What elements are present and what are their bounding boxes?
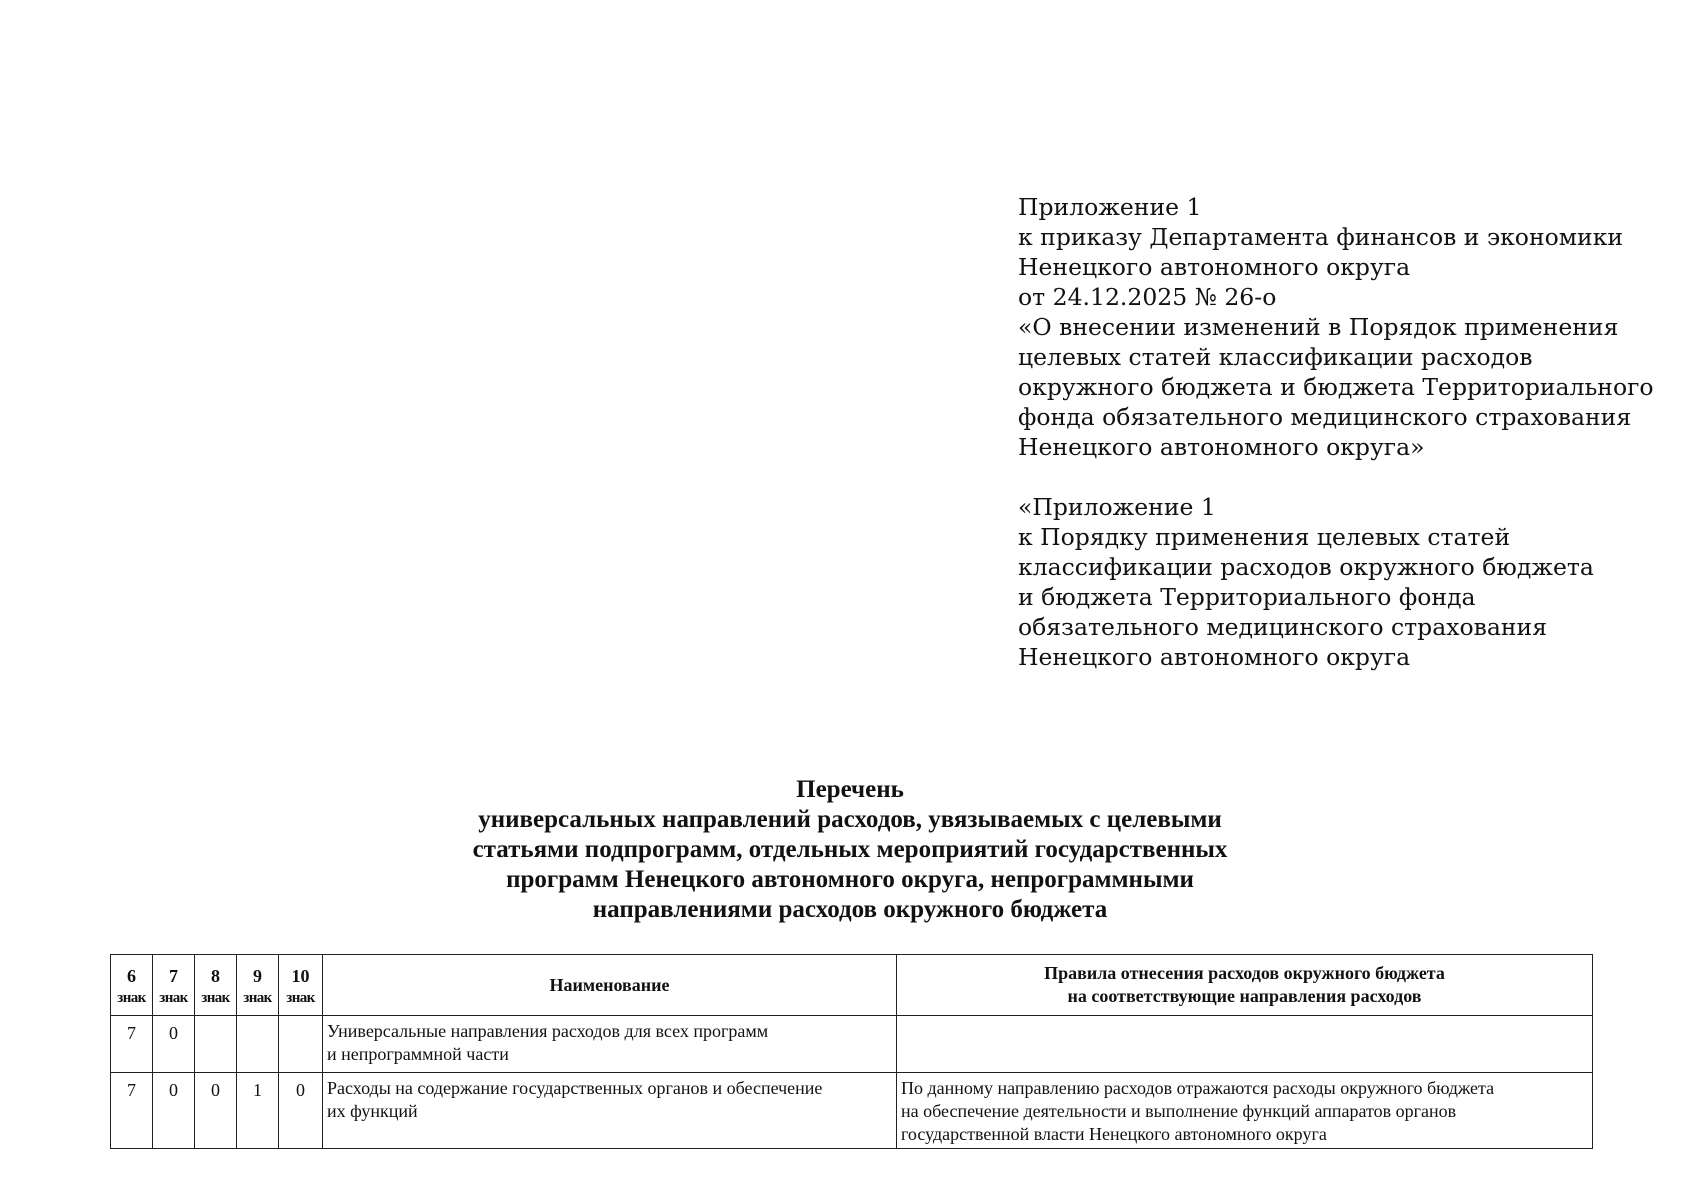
digit-cell bbox=[237, 1016, 279, 1073]
digit-cell: 0 bbox=[153, 1016, 195, 1073]
header-digit-number: 6 bbox=[127, 966, 136, 986]
digit-cell: 0 bbox=[279, 1073, 323, 1149]
header-rules-line: Правила отнесения расходов окружного бюджета bbox=[1044, 963, 1445, 983]
digit-cell: 7 bbox=[111, 1016, 153, 1073]
table-row bbox=[111, 1016, 1593, 1073]
rules-cell bbox=[897, 1016, 1593, 1073]
table-row bbox=[111, 1073, 1593, 1149]
rules-line: По данному направлению расходов отражаются расходы окружного бюджета bbox=[901, 1078, 1495, 1098]
digit-cell: 1 bbox=[237, 1073, 279, 1149]
header-digit-unit: знак bbox=[243, 990, 272, 1006]
approval-line: Ненецкого автономного округа bbox=[1018, 253, 1411, 281]
header-digit-number: 7 bbox=[169, 966, 178, 986]
title-line: статьями подпрограмм, отдельных мероприятий государственных bbox=[472, 836, 1228, 863]
title-line: направлениями расходов окружного бюджета bbox=[592, 896, 1108, 923]
header-digit-unit: знак bbox=[201, 990, 230, 1006]
header-name: Наименование bbox=[323, 955, 897, 1016]
spacer bbox=[1018, 462, 1658, 492]
digit-cell: 0 bbox=[195, 1073, 237, 1149]
header-rules bbox=[897, 955, 1593, 1016]
approval-line: Приложение 1 bbox=[1018, 193, 1202, 221]
approval-line: Ненецкого автономного округа» bbox=[1018, 433, 1425, 461]
digit-cell bbox=[279, 1016, 323, 1073]
name-cell bbox=[323, 1016, 897, 1073]
header-digit-number: 9 bbox=[253, 966, 262, 986]
rules-cell bbox=[897, 1073, 1593, 1149]
header-rules-line: на соответствующие направления расходов bbox=[1067, 986, 1422, 1006]
expense-directions-table bbox=[110, 954, 1593, 1149]
title-line: программ Ненецкого автономного округа, непрограммными bbox=[506, 866, 1194, 893]
appendix-line: Ненецкого автономного округа bbox=[1018, 643, 1411, 671]
header-digit-number: 8 bbox=[211, 966, 220, 986]
name-line: Расходы на содержание государственных органов и обеспечение bbox=[327, 1078, 823, 1098]
header-digit-number: 10 bbox=[291, 966, 310, 986]
appendix-line: к Порядку применения целевых статей bbox=[1018, 523, 1511, 551]
appendix-line: и бюджета Территориального фонда bbox=[1018, 583, 1476, 611]
header-digit-unit: знак bbox=[159, 990, 188, 1006]
digit-cell: 7 bbox=[111, 1073, 153, 1149]
document-title bbox=[300, 775, 1400, 925]
header-digit-6 bbox=[111, 955, 153, 1016]
header-digit-8 bbox=[195, 955, 237, 1016]
title-line: Перечень bbox=[796, 776, 904, 803]
title-line: универсальных направлений расходов, увязываемых с целевыми bbox=[478, 806, 1222, 833]
appendix-line: «Приложение 1 bbox=[1018, 493, 1216, 521]
header-digit-10 bbox=[279, 955, 323, 1016]
name-line: их функций bbox=[327, 1101, 418, 1121]
appendix-line: обязательного медицинского страхования bbox=[1018, 613, 1548, 641]
digit-cell: 0 bbox=[153, 1073, 195, 1149]
name-line: Универсальные направления расходов для всех программ bbox=[327, 1021, 769, 1041]
approval-block bbox=[1018, 192, 1658, 672]
header-digit-unit: знак bbox=[117, 990, 146, 1006]
approval-line: от 24.12.2025 № 26-о bbox=[1018, 283, 1277, 311]
approval-line: «О внесении изменений в Порядок применения bbox=[1018, 313, 1619, 341]
header-digit-9 bbox=[237, 955, 279, 1016]
approval-line: фонда обязательного медицинского страхования bbox=[1018, 403, 1632, 431]
table-header-row bbox=[111, 955, 1593, 1016]
appendix-line: классификации расходов окружного бюджета bbox=[1018, 553, 1594, 581]
name-cell bbox=[323, 1073, 897, 1149]
header-digit-unit: знак bbox=[286, 990, 315, 1006]
approval-line: окружного бюджета и бюджета Территориального bbox=[1018, 373, 1654, 401]
rules-line: на обеспечение деятельности и выполнение функций аппаратов органов bbox=[901, 1101, 1457, 1121]
name-line: и непрограммной части bbox=[327, 1044, 509, 1064]
digit-cell bbox=[195, 1016, 237, 1073]
header-digit-7 bbox=[153, 955, 195, 1016]
approval-line: к приказу Департамента финансов и экономики bbox=[1018, 223, 1624, 251]
approval-line: целевых статей классификации расходов bbox=[1018, 343, 1533, 371]
rules-line: государственной власти Ненецкого автономного округа bbox=[901, 1124, 1327, 1144]
